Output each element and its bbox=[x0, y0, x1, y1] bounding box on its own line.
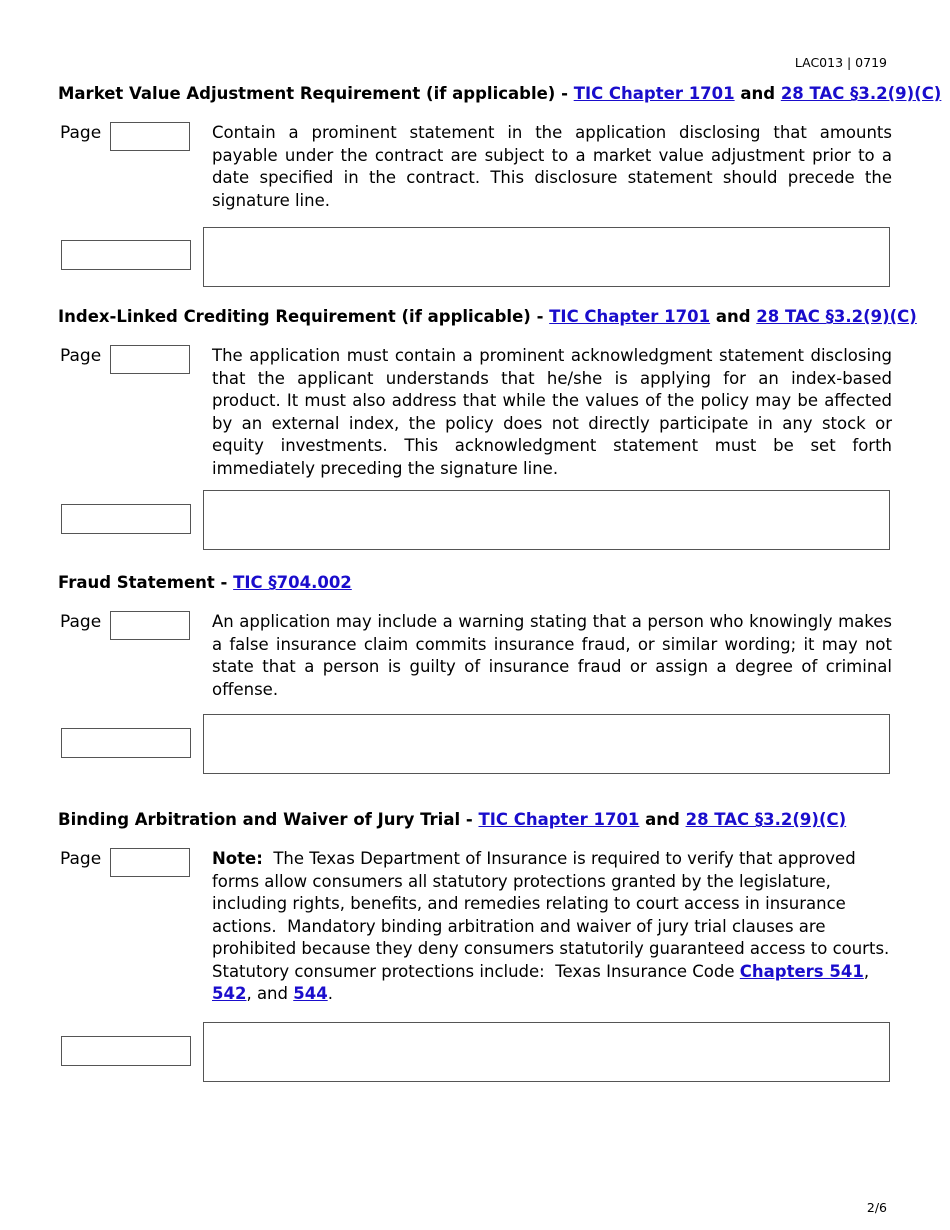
comment-input[interactable] bbox=[203, 490, 890, 550]
tac-3-2-link[interactable]: 28 TAC §3.2(9)(C) bbox=[780, 84, 942, 103]
page-label: Page bbox=[60, 123, 102, 143]
separator: , bbox=[863, 961, 870, 981]
section-binding-arbitration bbox=[58, 808, 895, 1084]
section-heading bbox=[58, 82, 942, 106]
form-id: LAC013 | 0719 bbox=[794, 55, 887, 70]
note-label: Note: bbox=[212, 849, 263, 868]
heading-text: Fraud Statement - bbox=[58, 573, 234, 592]
page-number-input[interactable] bbox=[110, 611, 190, 640]
entry-row bbox=[58, 1022, 892, 1084]
entry-row bbox=[58, 714, 892, 776]
form-number-input[interactable] bbox=[61, 504, 191, 534]
period: . bbox=[327, 984, 333, 1003]
requirement-text bbox=[212, 848, 895, 1006]
separator: , and bbox=[246, 984, 294, 1003]
tic-704-002-link[interactable]: TIC §704.002 bbox=[233, 573, 352, 592]
chapters-541-link[interactable]: Chapters 541 bbox=[739, 961, 864, 981]
requirement-text: The application must contain a prominent acknowledgment statement disclosing that the applicant understands that he/she is applying for an index-based product. It must also address that while the values of the policy may be affected by an external index, the policy does not directly participate in any stock or equity investments. This acknowledgment statement must be set forth immediately preceding the signature line. bbox=[212, 346, 892, 478]
tic-chapter-1701-link[interactable]: TIC Chapter 1701 bbox=[478, 810, 640, 829]
page-number: 2/6 bbox=[866, 1200, 887, 1215]
note-text: The Texas Department of Insurance is required to verify that approved forms allow consumers all statutory protections granted by the legislature, including rights, benefits, and remedies relating to court access in insurance actions. Mandatory binding arbitration and waiver of jury trial clauses are prohibited because they deny consumers statutorily guaranteed access to courts. Statutory consumer protections include: Texas Insurance Code bbox=[212, 849, 895, 981]
heading-conjunction: and bbox=[710, 307, 757, 326]
page-number-input[interactable] bbox=[110, 848, 190, 877]
heading-text: Binding Arbitration and Waiver of Jury Trial - bbox=[58, 810, 479, 829]
section-heading bbox=[58, 808, 892, 832]
tic-chapter-1701-link[interactable]: TIC Chapter 1701 bbox=[549, 307, 711, 326]
form-number-input[interactable] bbox=[61, 728, 191, 758]
requirement-row bbox=[58, 848, 895, 1006]
chapter-542-link[interactable]: 542 bbox=[212, 984, 247, 1003]
page-label: Page bbox=[60, 346, 102, 366]
section-market-value-adjustment bbox=[58, 82, 942, 289]
form-number-input[interactable] bbox=[61, 240, 191, 270]
page-label: Page bbox=[60, 849, 102, 869]
requirement-row bbox=[58, 345, 892, 480]
heading-conjunction: and bbox=[734, 84, 781, 103]
entry-row bbox=[58, 490, 892, 552]
form-number-input[interactable] bbox=[61, 1036, 191, 1066]
entry-row bbox=[58, 227, 892, 289]
page-number-input[interactable] bbox=[110, 122, 190, 151]
heading-conjunction: and bbox=[639, 810, 686, 829]
page-label: Page bbox=[60, 612, 102, 632]
tic-chapter-1701-link[interactable]: TIC Chapter 1701 bbox=[573, 84, 735, 103]
tac-3-2-link[interactable]: 28 TAC §3.2(9)(C) bbox=[756, 307, 917, 326]
requirement-text: Contain a prominent statement in the application disclosing that amounts payable under the contract are subject to a market value adjustment prior to a date specified in the contract. This disclosure statement should precede the signature line. bbox=[212, 123, 892, 210]
requirement-text: An application may include a warning stating that a person who knowingly makes a false insurance claim commits insurance fraud, or similar wording; it may not state that a person is guilty of insurance fraud or assign a degree of criminal offense. bbox=[212, 612, 892, 699]
heading-text: Index-Linked Crediting Requirement (if applicable) - bbox=[58, 307, 550, 326]
comment-input[interactable] bbox=[203, 227, 890, 287]
tac-3-2-link[interactable]: 28 TAC §3.2(9)(C) bbox=[685, 810, 847, 829]
heading-text: Market Value Adjustment Requirement (if applicable) - bbox=[58, 84, 574, 103]
section-fraud-statement bbox=[58, 571, 892, 776]
requirement-row bbox=[58, 122, 892, 212]
section-index-linked-crediting bbox=[58, 305, 917, 552]
comment-input[interactable] bbox=[203, 714, 890, 774]
section-heading bbox=[58, 571, 892, 595]
section-heading bbox=[58, 305, 917, 329]
comment-input[interactable] bbox=[203, 1022, 890, 1082]
requirement-row bbox=[58, 611, 892, 701]
page-number-input[interactable] bbox=[110, 345, 190, 374]
chapter-544-link[interactable]: 544 bbox=[293, 984, 328, 1003]
